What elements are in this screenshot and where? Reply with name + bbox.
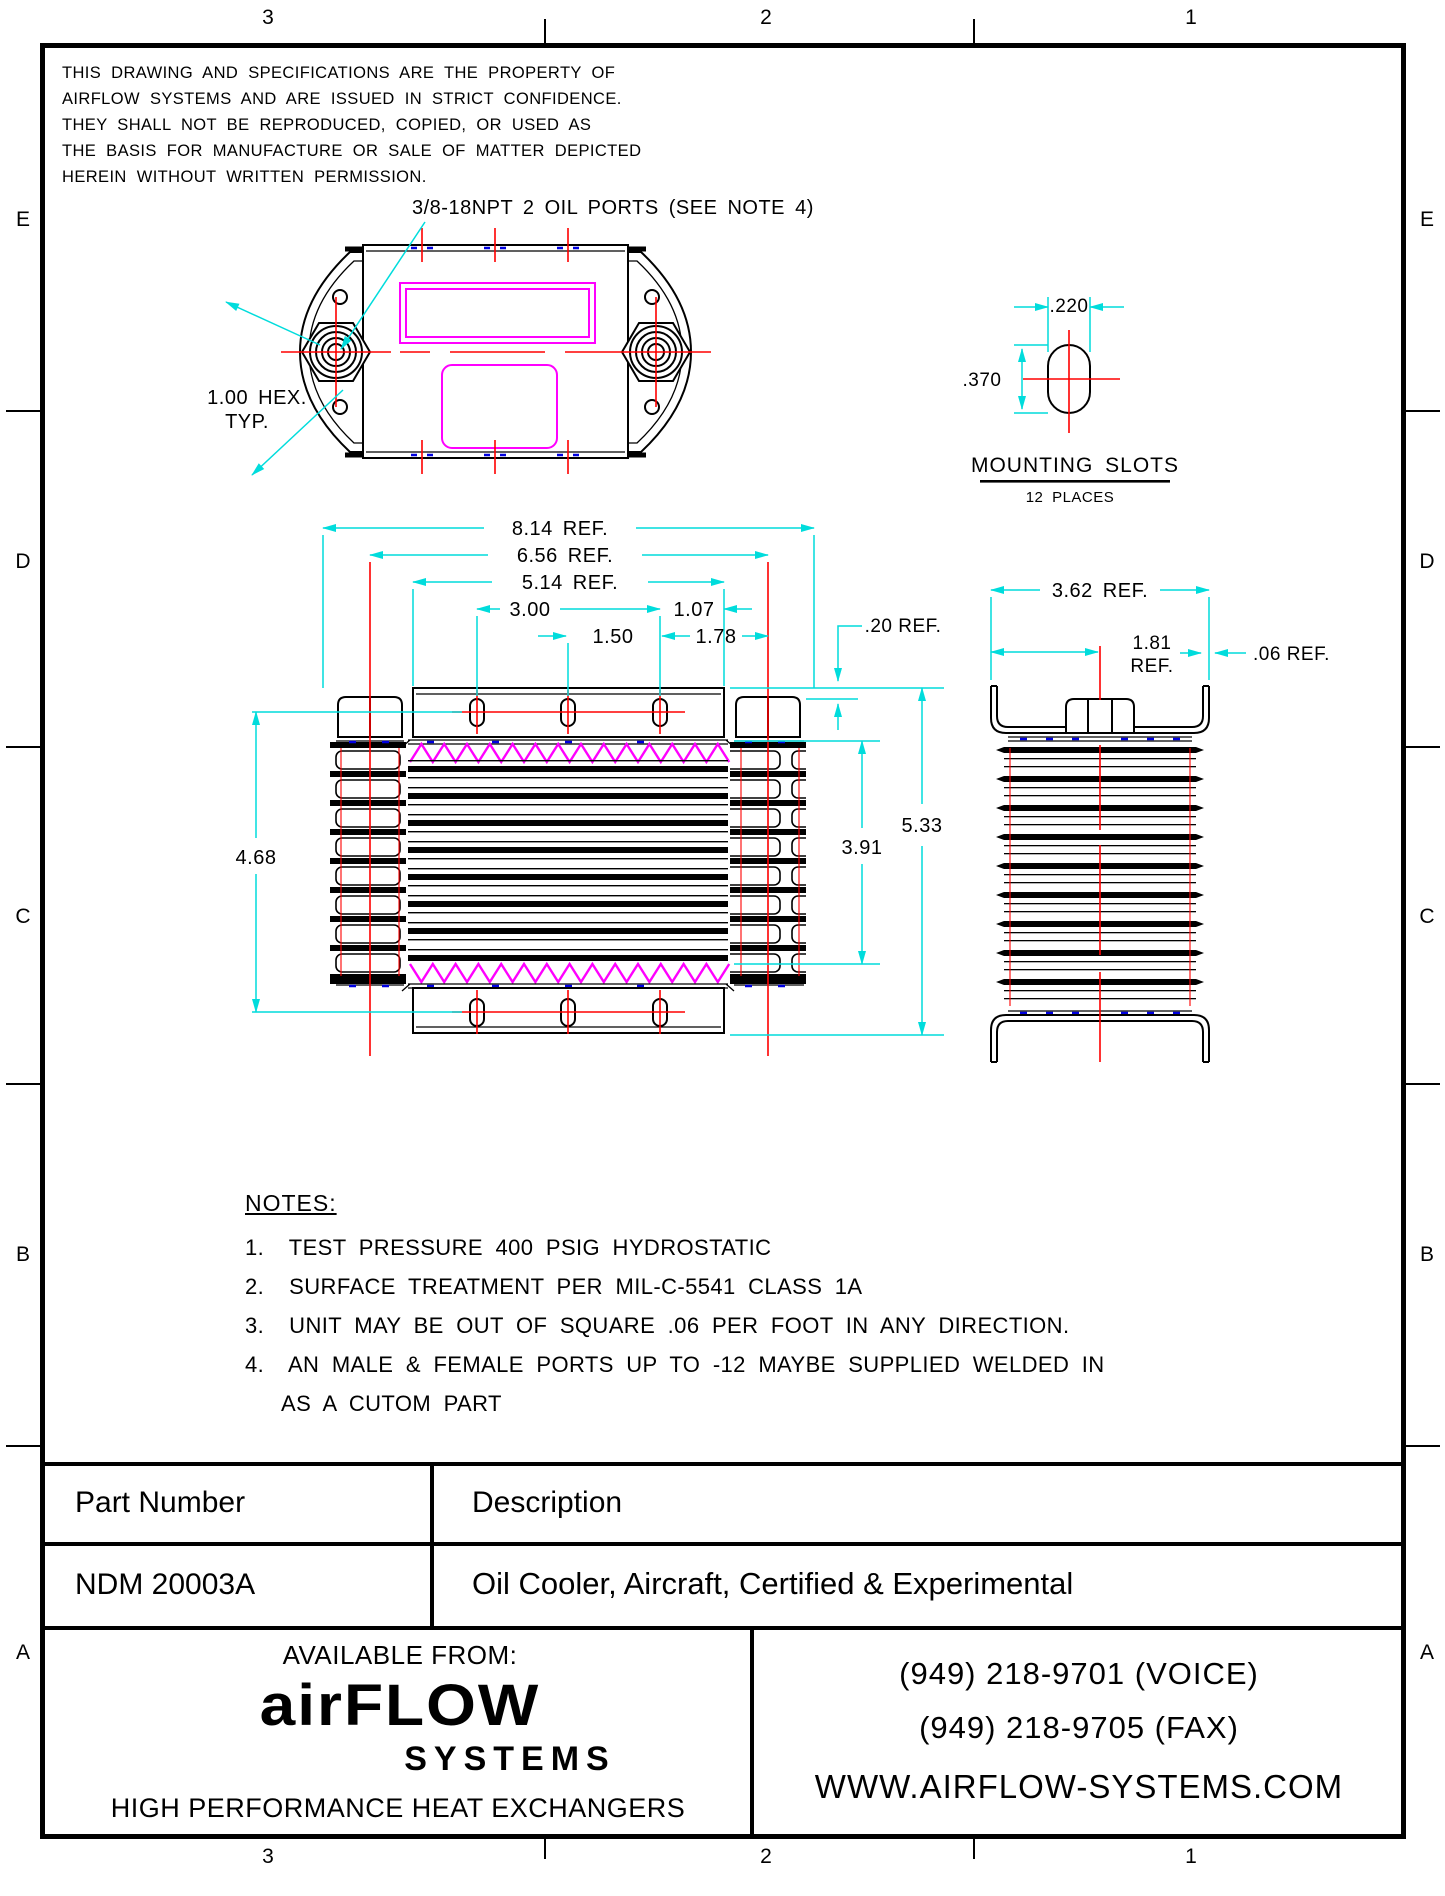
zone-letter-right-b: B <box>1419 1243 1434 1266</box>
title-block-line <box>40 1542 1406 1546</box>
mounting-slot-detail <box>963 296 1180 506</box>
description-value: Oil Cooler, Aircraft, Certified & Experimental <box>472 1566 1074 1601</box>
zone-letter-left-d: D <box>15 550 31 573</box>
zone-tick <box>973 19 975 43</box>
part-number-label: Part Number <box>75 1486 246 1519</box>
slot-detail-title: MOUNTING SLOTS <box>970 454 1180 477</box>
zone-number-bottom-1: 1 <box>1185 1845 1197 1868</box>
bottom-fin-row <box>410 964 729 982</box>
dim-bracket-offset: .20 REF. <box>864 616 942 637</box>
confidentiality-line: THE BASIS FOR MANUFACTURE OR SALE OF MATTER DEPICTED <box>62 142 642 160</box>
tank-hole <box>645 400 659 414</box>
airflow-logo: airFLOW <box>259 1671 541 1739</box>
dim-overall-width: 8.14 REF. <box>511 518 609 540</box>
note-line: 3. UNIT MAY BE OUT OF SQUARE .06 PER FOOT IN ANY DIRECTION. <box>245 1313 1070 1338</box>
dim-overall-depth: 3.62 REF. <box>1051 580 1149 602</box>
side-view <box>991 646 1209 1062</box>
slot-detail-places: 12 PLACES <box>1025 489 1115 506</box>
zone-tick <box>1406 1083 1440 1085</box>
note-line: 2. SURFACE TREATMENT PER MIL-C-5541 CLASS 1A <box>245 1274 863 1299</box>
dim-overall-height: 5.33 <box>901 815 943 837</box>
title-block-line <box>750 1626 754 1839</box>
zone-tick <box>6 410 40 412</box>
hex-callout-typ: TYP. <box>225 411 269 433</box>
tank-hole <box>333 290 347 304</box>
zone-number-top-1: 1 <box>1185 6 1197 29</box>
dim-half-depth-ref: REF. <box>1130 656 1174 677</box>
zone-number-bottom-3: 3 <box>262 1845 274 1868</box>
confidentiality-line: THEY SHALL NOT BE REPRODUCED, COPIED, OR USED AS <box>62 116 592 134</box>
airflow-logo-systems: SYSTEMS <box>404 1740 616 1778</box>
oil-ports-callout: 3/8-18NPT 2 OIL PORTS (SEE NOTE 4) <box>412 197 814 219</box>
zone-tick <box>544 1839 546 1859</box>
dim-slot-to-edge: 1.07 <box>673 599 715 621</box>
description-label: Description <box>472 1486 623 1519</box>
zone-number-top-2: 2 <box>760 6 772 29</box>
tank-hole <box>645 290 659 304</box>
dim-slot-to-port: 1.78 <box>695 626 737 648</box>
zone-tick <box>6 746 40 748</box>
notes-section <box>245 1190 1105 1430</box>
phone-fax: (949) 218-9705 (FAX) <box>919 1710 1239 1745</box>
side-hex-nut <box>1066 699 1134 733</box>
title-block-line <box>430 1462 434 1630</box>
zone-letter-left-e: E <box>15 208 30 231</box>
dim-half-depth: 1.81 <box>1132 633 1172 654</box>
available-from-label: AVAILABLE FROM: <box>282 1640 518 1670</box>
dim-flange-thickness: .06 REF. <box>1253 644 1330 665</box>
title-block-line <box>40 1626 1406 1630</box>
zone-letter-right-d: D <box>1419 550 1435 573</box>
zone-letter-right-a: A <box>1419 1641 1434 1664</box>
website: WWW.AIRFLOW-SYSTEMS.COM <box>814 1768 1344 1805</box>
notes-title: NOTES: <box>245 1190 337 1216</box>
zone-tick <box>1406 410 1440 412</box>
slot-height-dim: .370 <box>962 370 1002 391</box>
zone-number-top-3: 3 <box>262 6 274 29</box>
zone-letter-left-a: A <box>15 1641 30 1664</box>
dim-port-span: 6.56 REF. <box>516 545 614 567</box>
zone-letter-right-e: E <box>1419 208 1434 231</box>
note-line: 4. AN MALE & FEMALE PORTS UP TO -12 MAYBE SUPPLIED WELDED IN <box>245 1352 1105 1377</box>
zone-letter-left-b: B <box>15 1243 30 1266</box>
note-line: 1. TEST PRESSURE 400 PSIG HYDROSTATIC <box>245 1235 772 1260</box>
zone-tick <box>1406 1445 1440 1447</box>
zone-tick <box>6 1083 40 1085</box>
dim-flange-width: 5.14 REF. <box>521 572 619 594</box>
zone-letter-right-c: C <box>1419 905 1435 928</box>
vendor-tagline: HIGH PERFORMANCE HEAT EXCHANGERS <box>110 1793 686 1823</box>
zone-tick <box>973 1839 975 1859</box>
dim-core-height: 3.91 <box>841 837 883 859</box>
core-tubes <box>408 758 728 961</box>
zone-tick <box>1406 746 1440 748</box>
phone-voice: (949) 218-9701 (VOICE) <box>899 1656 1259 1691</box>
confidentiality-line: HEREIN WITHOUT WRITTEN PERMISSION. <box>62 168 427 186</box>
zone-letter-left-c: C <box>15 905 31 928</box>
top-view <box>281 228 711 474</box>
side-view-dimensions <box>991 580 1330 680</box>
zone-number-bottom-2: 2 <box>760 1845 772 1868</box>
part-number-value: NDM 20003A <box>75 1568 256 1601</box>
zone-tick <box>6 1445 40 1447</box>
title-block-line <box>40 1462 1406 1466</box>
dim-mount-span: 4.68 <box>235 847 277 869</box>
dim-slot-span: 3.00 <box>509 599 551 621</box>
tank-hole <box>333 400 347 414</box>
hex-callout: 1.00 HEX. <box>207 387 307 409</box>
dim-slot-half: 1.50 <box>592 626 634 648</box>
confidentiality-line: AIRFLOW SYSTEMS AND ARE ISSUED IN STRICT CONFIDENCE. <box>62 90 622 108</box>
zone-tick <box>544 19 546 43</box>
confidentiality-line: THIS DRAWING AND SPECIFICATIONS ARE THE PROPERTY OF <box>62 64 616 82</box>
note-line-continued: AS A CUTOM PART <box>281 1391 502 1416</box>
slot-width-dim: .220 <box>1049 296 1089 317</box>
